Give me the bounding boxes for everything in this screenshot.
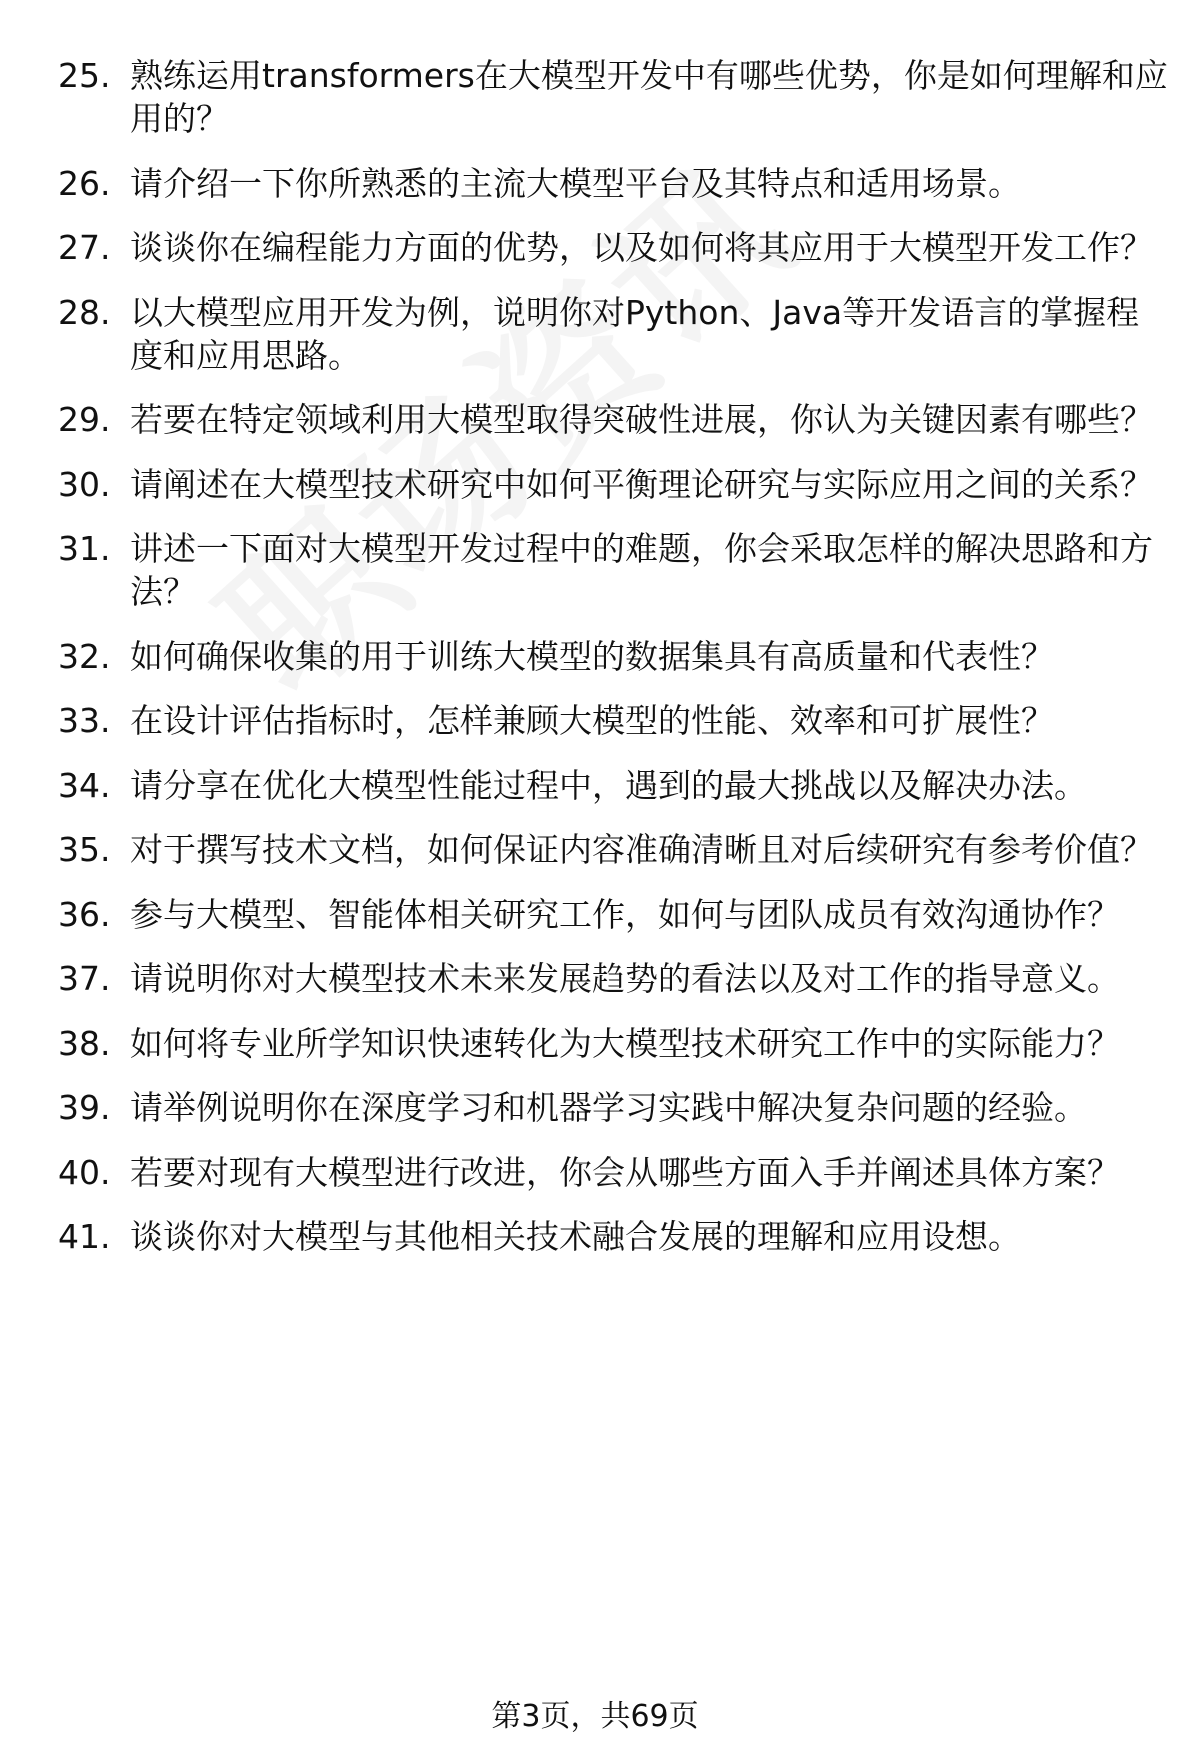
question-text: 如何将专业所学知识快速转化为大模型技术研究工作中的实际能力？ (130, 1023, 1120, 1063)
question-number: 35. (58, 830, 111, 869)
question-number: 29. (58, 400, 111, 439)
question-number: 39. (58, 1088, 111, 1127)
list-item (58, 957, 1168, 1000)
question-number: 38. (58, 1023, 111, 1063)
list-item (58, 1086, 1168, 1129)
question-text: 如何确保收集的用于训练大模型的数据集具有高质量和代表性？ (130, 636, 1054, 676)
question-text: 对于撰写技术文档，如何保证内容准确清晰且对后续研究有参考价值？ (130, 830, 1153, 869)
question-text: 谈谈你对大模型与其他相关技术融合发展的理解和应用设想。 (130, 1217, 1021, 1256)
question-list (58, 54, 1168, 1280)
list-item (58, 463, 1168, 506)
question-number: 25. (58, 56, 111, 95)
question-number: 37. (58, 959, 111, 998)
question-text: 参与大模型、智能体相关研究工作，如何与团队成员有效沟通协作？ (130, 894, 1120, 934)
page-indicator: 第3页，共69页 (491, 1699, 699, 1734)
question-number: 32. (58, 636, 111, 676)
list-item (58, 54, 1168, 140)
question-number: 41. (58, 1217, 111, 1256)
list-item (58, 527, 1168, 613)
question-number: 40. (58, 1152, 111, 1192)
list-item (58, 828, 1168, 871)
question-text: 请说明你对大模型技术未来发展趋势的看法以及对工作的指导意义。 (130, 959, 1120, 998)
question-number: 36. (58, 894, 111, 934)
list-item (58, 226, 1168, 269)
list-item (58, 1215, 1168, 1258)
question-number: 30. (58, 464, 111, 504)
question-text: 谈谈你在编程能力方面的优势，以及如何将其应用于大模型开发工作？ (130, 228, 1153, 267)
list-item (58, 398, 1168, 441)
list-item (58, 162, 1168, 205)
question-number: 28. (58, 292, 111, 332)
question-number: 34. (58, 765, 111, 805)
question-text: 讲述一下面对大模型开发过程中的难题，你会采取怎样的解决思路和方法？ (130, 529, 1153, 611)
question-number: 31. (58, 529, 111, 568)
question-text: 请分享在优化大模型性能过程中，遇到的最大挑战以及解决办法。 (130, 765, 1087, 805)
list-item (58, 893, 1168, 936)
list-item (58, 699, 1168, 742)
question-text: 若要在特定领域利用大模型取得突破性进展，你认为关键因素有哪些？ (130, 400, 1153, 439)
question-number: 27. (58, 228, 111, 267)
question-text: 请举例说明你在深度学习和机器学习实践中解决复杂问题的经验。 (130, 1088, 1087, 1127)
question-text: 以大模型应用开发为例，说明你对Python、Java等开发语言的掌握程度和应用思路。 (130, 292, 1140, 375)
question-number: 33. (58, 701, 111, 740)
list-item (58, 764, 1168, 807)
list-item (58, 1022, 1168, 1065)
question-text: 熟练运用transformers在大模型开发中有哪些优势，你是如何理解和应用的？ (130, 56, 1168, 138)
question-text: 在设计评估指标时，怎样兼顾大模型的性能、效率和可扩展性？ (130, 701, 1054, 740)
question-number: 26. (58, 163, 111, 203)
list-item (58, 1151, 1168, 1194)
list-item (58, 291, 1168, 377)
list-item (58, 635, 1168, 678)
question-text: 若要对现有大模型进行改进，你会从哪些方面入手并阐述具体方案？ (130, 1152, 1120, 1192)
question-text: 请介绍一下你所熟悉的主流大模型平台及其特点和适用场景。 (130, 163, 1021, 203)
question-text: 请阐述在大模型技术研究中如何平衡理论研究与实际应用之间的关系？ (130, 464, 1153, 504)
